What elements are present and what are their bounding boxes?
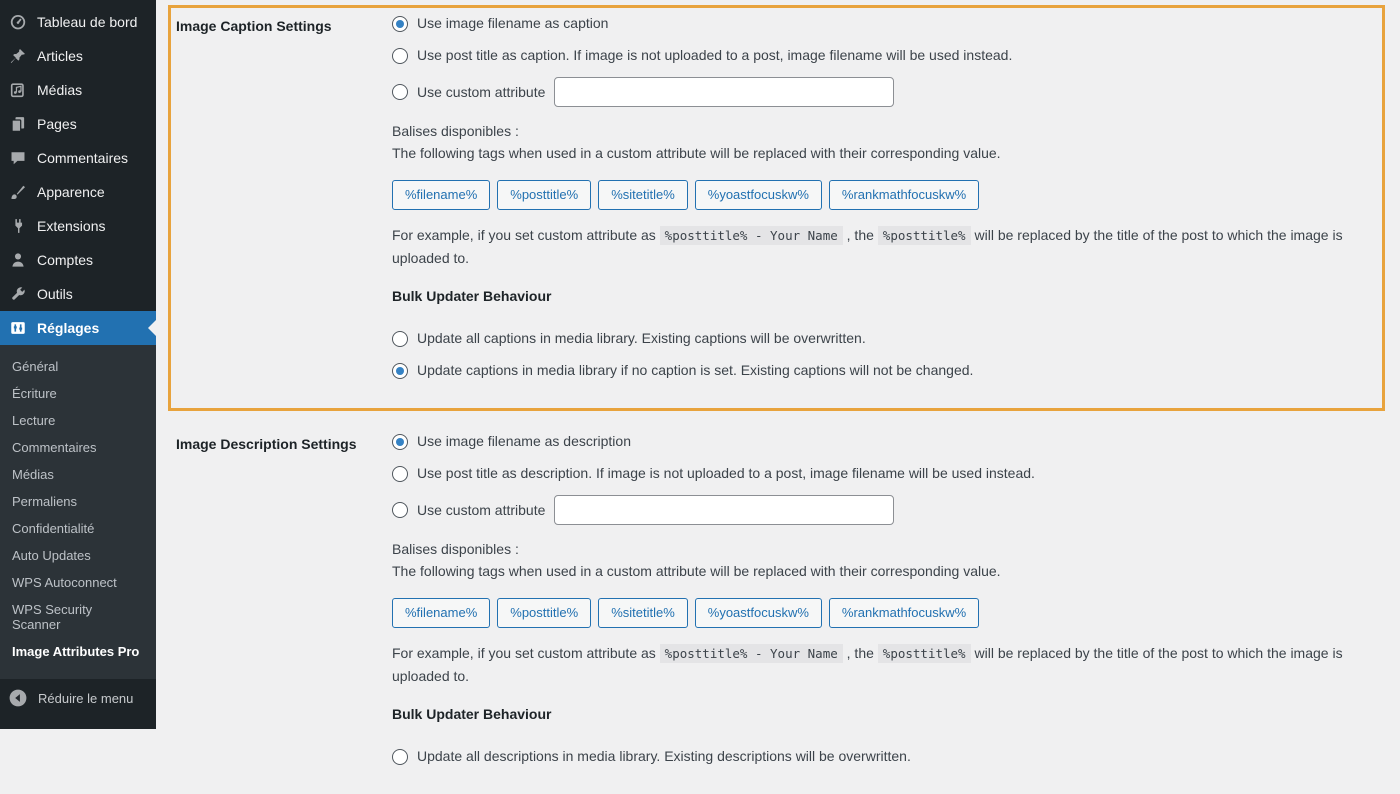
available-tags-description: The following tags when used in a custom attribute will be replaced with their corresponding value.: [392, 145, 1001, 161]
image-caption-settings-section: [168, 5, 1385, 411]
code-sample: %posttitle% - Your Name: [660, 226, 843, 245]
tag-button-posttitle[interactable]: %posttitle%: [497, 180, 591, 210]
radio-label: Use image filename as description: [417, 433, 631, 449]
sidebar-item-comptes[interactable]: [0, 243, 156, 277]
radio-label: Use image filename as caption: [417, 15, 609, 31]
example-suffix: will be replaced by the title of the post to which the image is uploaded to.: [392, 227, 1343, 266]
tag-button-filename[interactable]: %filename%: [392, 180, 490, 210]
submenu-item-confidentialite[interactable]: Confidentialité: [12, 521, 95, 536]
settings-page: [156, 0, 1400, 764]
tag-button-yoastfocuskw[interactable]: %yoastfocuskw%: [695, 598, 822, 628]
radio-label: Use post title as caption. If image is not uploaded to a post, image filename will be used instead.: [417, 47, 1013, 63]
sidebar-item-label: Articles: [37, 48, 83, 64]
submenu-item-wps-autoconnect[interactable]: WPS Autoconnect: [12, 575, 117, 590]
settings-icon: [8, 318, 28, 338]
description-custom-attribute-input[interactable]: [554, 495, 894, 525]
sidebar-item-commentaires[interactable]: [0, 141, 156, 175]
sidebar-item-label: Médias: [37, 82, 83, 98]
radio-use-custom-attribute-caption[interactable]: [392, 84, 408, 100]
sidebar-item-label: Réglages: [37, 320, 100, 336]
submenu-item-general[interactable]: Général: [12, 359, 59, 374]
available-tags-text: [392, 538, 1375, 582]
submenu-item-medias[interactable]: Médias: [12, 467, 54, 482]
collapse-menu-label: Réduire le menu: [38, 690, 134, 706]
sidebar-item-reglages[interactable]: [0, 311, 156, 345]
media-icon: [8, 80, 28, 100]
submenu-item-wps-security-scanner[interactable]: WPS Security Scanner: [12, 602, 93, 632]
available-tags-text: [392, 120, 1372, 164]
example-prefix: For example, if you set custom attribute as: [392, 645, 660, 661]
dashboard-icon: [8, 12, 28, 32]
available-tags-heading: Balises disponibles :: [392, 123, 519, 139]
tag-button-posttitle[interactable]: %posttitle%: [497, 598, 591, 628]
radio-row-caption-filename: [392, 13, 1372, 34]
example-prefix: For example, if you set custom attribute as: [392, 227, 660, 243]
radio-label: Use post title as description. If image is not uploaded to a post, image filename will be used instead.: [417, 465, 1035, 481]
radio-row-caption-bulk-if-empty: [392, 360, 1372, 381]
sidebar-item-pages[interactable]: [0, 107, 156, 141]
submenu-item-image-attributes-pro[interactable]: Image Attributes Pro: [12, 644, 140, 659]
brush-icon: [8, 182, 28, 202]
caption-bulk-updater-title: Bulk Updater Behaviour: [392, 288, 552, 304]
radio-label: Update all captions in media library. Existing captions will be overwritten.: [417, 330, 866, 346]
submenu-item-auto-updates[interactable]: Auto Updates: [12, 548, 91, 563]
caption-section-fields: [392, 13, 1372, 392]
radio-use-custom-attribute-description[interactable]: [392, 502, 408, 518]
sidebar-item-label: Tableau de bord: [37, 14, 138, 30]
radio-use-post-title-as-description[interactable]: [392, 466, 408, 482]
submenu-item-commentaires[interactable]: Commentaires: [12, 440, 97, 455]
collapse-arrow-icon: [8, 688, 28, 708]
radio-update-captions-if-no-caption[interactable]: [392, 363, 408, 379]
radio-use-image-filename-as-caption[interactable]: [392, 16, 408, 32]
example-suffix: will be replaced by the title of the post to which the image is uploaded to.: [392, 645, 1343, 684]
radio-label: Use custom attribute: [417, 501, 546, 518]
example-mid: , the: [842, 227, 878, 243]
radio-row-description-custom-attribute: [392, 495, 1375, 525]
available-tags-description: The following tags when used in a custom attribute will be replaced with their corresponding value.: [392, 563, 1001, 579]
radio-row-description-posttitle: [392, 463, 1375, 484]
sidebar-item-label: Commentaires: [37, 150, 129, 166]
code-sample: %posttitle%: [878, 226, 971, 245]
radio-label: Update captions in media library if no caption is set. Existing captions will not be changed.: [417, 362, 974, 378]
radio-row-caption-bulk-overwrite: [392, 328, 1372, 349]
caption-example-text: [392, 224, 1372, 269]
radio-row-caption-custom-attribute: [392, 77, 1372, 107]
sidebar-item-medias[interactable]: [0, 73, 156, 107]
example-mid: , the: [842, 645, 878, 661]
radio-update-all-captions[interactable]: [392, 331, 408, 347]
radio-use-image-filename-as-description[interactable]: [392, 434, 408, 450]
image-description-settings-section: [168, 425, 1385, 794]
settings-submenu: [0, 345, 156, 679]
radio-row-caption-posttitle: [392, 45, 1372, 66]
tag-button-rankmathfocuskw[interactable]: %rankmathfocuskw%: [829, 180, 979, 210]
tag-button-rankmathfocuskw[interactable]: %rankmathfocuskw%: [829, 598, 979, 628]
code-sample: %posttitle%: [878, 644, 971, 663]
sidebar-item-label: Apparence: [37, 184, 105, 200]
code-sample: %posttitle% - Your Name: [660, 644, 843, 663]
tag-button-sitetitle[interactable]: %sitetitle%: [598, 598, 688, 628]
description-example-text: [392, 642, 1375, 687]
sidebar-item-articles[interactable]: [0, 39, 156, 73]
sidebar-item-outils[interactable]: [0, 277, 156, 311]
sidebar-item-extensions[interactable]: [0, 209, 156, 243]
tag-button-sitetitle[interactable]: %sitetitle%: [598, 180, 688, 210]
description-section-title: Image Description Settings: [176, 436, 357, 452]
users-icon: [8, 250, 28, 270]
caption-tag-buttons: [392, 180, 1372, 210]
description-bulk-options: [392, 746, 1375, 767]
radio-update-all-descriptions[interactable]: [392, 749, 408, 765]
submenu-item-ecriture[interactable]: Écriture: [12, 386, 57, 401]
sidebar-item-label: Outils: [37, 286, 73, 302]
caption-section-title: Image Caption Settings: [176, 18, 332, 34]
sidebar-item-label: Extensions: [37, 218, 106, 234]
caption-custom-attribute-input[interactable]: [554, 77, 894, 107]
collapse-menu-button[interactable]: [0, 679, 156, 717]
comments-icon: [8, 148, 28, 168]
plugin-icon: [8, 216, 28, 236]
radio-row-description-filename: [392, 431, 1375, 452]
sidebar-item-dashboard[interactable]: [0, 5, 156, 39]
description-tag-buttons: [392, 598, 1375, 628]
submenu-item-permaliens[interactable]: Permaliens: [12, 494, 78, 509]
available-tags-heading: Balises disponibles :: [392, 541, 519, 557]
radio-label: Use custom attribute: [417, 83, 546, 100]
radio-label: Update all descriptions in media library. Existing descriptions will be overwritten.: [417, 748, 911, 764]
sidebar-item-label: Comptes: [37, 252, 94, 268]
pushpin-icon: [8, 46, 28, 66]
radio-use-post-title-as-caption[interactable]: [392, 48, 408, 64]
description-bulk-updater-title: Bulk Updater Behaviour: [392, 706, 552, 722]
tag-button-yoastfocuskw[interactable]: %yoastfocuskw%: [695, 180, 822, 210]
admin-sidebar: [0, 0, 156, 729]
description-section-fields: [392, 431, 1375, 778]
sidebar-item-apparence[interactable]: [0, 175, 156, 209]
sidebar-item-label: Pages: [37, 116, 77, 132]
submenu-item-lecture[interactable]: Lecture: [12, 413, 56, 428]
wrench-icon: [8, 284, 28, 304]
tag-button-filename[interactable]: %filename%: [392, 598, 490, 628]
caption-bulk-options: [392, 328, 1372, 381]
pages-icon: [8, 114, 28, 134]
radio-row-description-bulk-overwrite: [392, 746, 1375, 767]
